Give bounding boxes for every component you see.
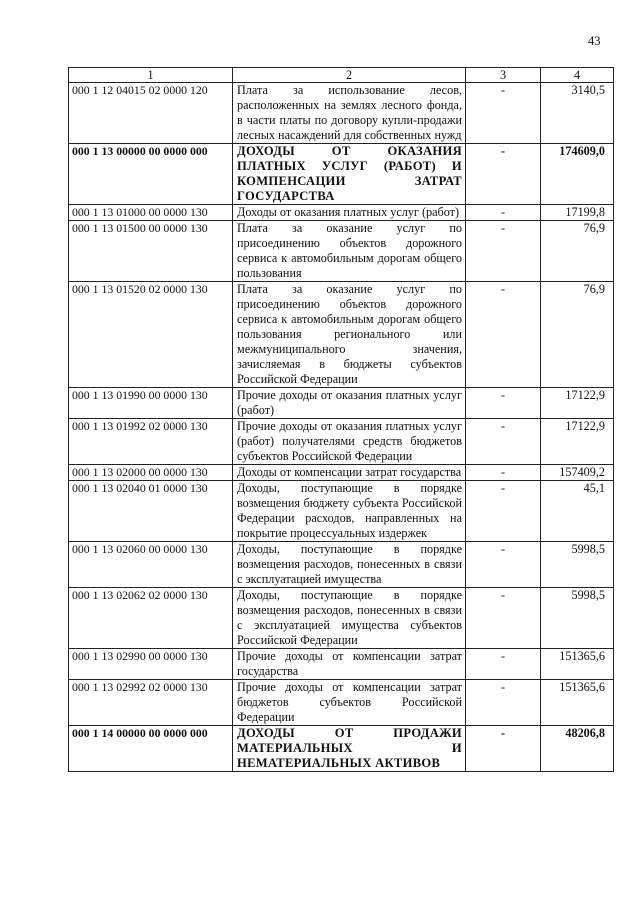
budget-code-cell: 000 1 14 00000 00 0000 000	[69, 726, 233, 772]
table-row	[69, 649, 614, 680]
budget-revenue-table	[68, 67, 614, 772]
budget-code-cell: 000 1 12 04015 02 0000 120	[69, 83, 233, 144]
table-row	[69, 205, 614, 221]
header-col-4: 4	[541, 68, 614, 83]
header-col-2: 2	[233, 68, 466, 83]
amount-cell: 174609,0	[541, 144, 614, 205]
budget-code-cell: 000 1 13 01520 02 0000 130	[69, 282, 233, 388]
col3-cell: -	[466, 221, 541, 282]
revenue-name-cell: Прочие доходы от компенсации затрат бюджетов субъектов Российской Федерации	[233, 680, 466, 726]
amount-cell: 157409,2	[541, 465, 614, 481]
header-col-1: 1	[69, 68, 233, 83]
budget-code-cell: 000 1 13 02992 02 0000 130	[69, 680, 233, 726]
amount-cell: 3140,5	[541, 83, 614, 144]
table-row	[69, 481, 614, 542]
header-row	[69, 68, 614, 83]
amount-cell: 45,1	[541, 481, 614, 542]
col3-cell: -	[466, 588, 541, 649]
revenue-name-cell: Прочие доходы от компенсации затрат государства	[233, 649, 466, 680]
col3-cell: -	[466, 388, 541, 419]
col3-cell: -	[466, 481, 541, 542]
col3-cell: -	[466, 83, 541, 144]
table-row	[69, 144, 614, 205]
revenue-name-cell: ДОХОДЫ ОТ ОКАЗАНИЯ ПЛАТНЫХ УСЛУГ (РАБОТ) И КОМПЕНСАЦИИ ЗАТРАТ ГОСУДАРСТВА	[233, 144, 466, 205]
table-row	[69, 388, 614, 419]
amount-cell: 17122,9	[541, 419, 614, 465]
revenue-name-cell: Доходы от оказания платных услуг (работ)	[233, 205, 466, 221]
table-row	[69, 83, 614, 144]
col3-cell: -	[466, 465, 541, 481]
budget-code-cell: 000 1 13 02990 00 0000 130	[69, 649, 233, 680]
amount-cell: 151365,6	[541, 649, 614, 680]
revenue-name-cell: Прочие доходы от оказания платных услуг (работ) получателями средств бюджетов субъектов Российской Федерации	[233, 419, 466, 465]
revenue-name-cell: ДОХОДЫ ОТ ПРОДАЖИ МАТЕРИАЛЬНЫХ И НЕМАТЕРИАЛЬНЫХ АКТИВОВ	[233, 726, 466, 772]
revenue-name-cell: Доходы, поступающие в порядке возмещения расходов, понесенных в связи с эксплуатацией имущества	[233, 542, 466, 588]
page-number: 43	[588, 34, 601, 48]
col3-cell: -	[466, 542, 541, 588]
header-col-3: 3	[466, 68, 541, 83]
amount-cell: 5998,5	[541, 588, 614, 649]
budget-code-cell: 000 1 13 01500 00 0000 130	[69, 221, 233, 282]
revenue-name-cell: Доходы, поступающие в порядке возмещения бюджету субъекта Российской Федерации расходов, направленных на покрытие процессуальных издержек	[233, 481, 466, 542]
budget-code-cell: 000 1 13 01990 00 0000 130	[69, 388, 233, 419]
budget-code-cell: 000 1 13 02000 00 0000 130	[69, 465, 233, 481]
amount-cell: 5998,5	[541, 542, 614, 588]
col3-cell: -	[466, 726, 541, 772]
budget-code-cell: 000 1 13 00000 00 0000 000	[69, 144, 233, 205]
col3-cell: -	[466, 649, 541, 680]
table-row	[69, 726, 614, 772]
amount-cell: 76,9	[541, 221, 614, 282]
col3-cell: -	[466, 419, 541, 465]
table-row	[69, 542, 614, 588]
amount-cell: 17199,8	[541, 205, 614, 221]
amount-cell: 17122,9	[541, 388, 614, 419]
col3-cell: -	[466, 205, 541, 221]
table-row	[69, 221, 614, 282]
revenue-name-cell: Плата за использование лесов, расположенных на землях лесного фонда, в части платы по договору купли-продажи лесных насаждений для собственных нужд	[233, 83, 466, 144]
table-row	[69, 680, 614, 726]
budget-code-cell: 000 1 13 02060 00 0000 130	[69, 542, 233, 588]
table-row	[69, 282, 614, 388]
table-row	[69, 419, 614, 465]
table-row	[69, 465, 614, 481]
revenue-name-cell: Плата за оказание услуг по присоединению объектов дорожного сервиса к автомобильным дорогам общего пользования регионального или межмуниципального значения, зачисляемая в бюджеты субъектов Российской Федерации	[233, 282, 466, 388]
amount-cell: 151365,6	[541, 680, 614, 726]
amount-cell: 48206,8	[541, 726, 614, 772]
revenue-name-cell: Доходы от компенсации затрат государства	[233, 465, 466, 481]
col3-cell: -	[466, 680, 541, 726]
revenue-name-cell: Плата за оказание услуг по присоединению объектов дорожного сервиса к автомобильным дорогам общего пользования	[233, 221, 466, 282]
budget-code-cell: 000 1 13 02062 02 0000 130	[69, 588, 233, 649]
revenue-name-cell: Прочие доходы от оказания платных услуг (работ)	[233, 388, 466, 419]
col3-cell: -	[466, 282, 541, 388]
col3-cell: -	[466, 144, 541, 205]
table-row	[69, 588, 614, 649]
budget-code-cell: 000 1 13 01992 02 0000 130	[69, 419, 233, 465]
amount-cell: 76,9	[541, 282, 614, 388]
revenue-name-cell: Доходы, поступающие в порядке возмещения расходов, понесенных в связи с эксплуатацией имущества субъектов Российской Федерации	[233, 588, 466, 649]
budget-code-cell: 000 1 13 02040 01 0000 130	[69, 481, 233, 542]
budget-code-cell: 000 1 13 01000 00 0000 130	[69, 205, 233, 221]
